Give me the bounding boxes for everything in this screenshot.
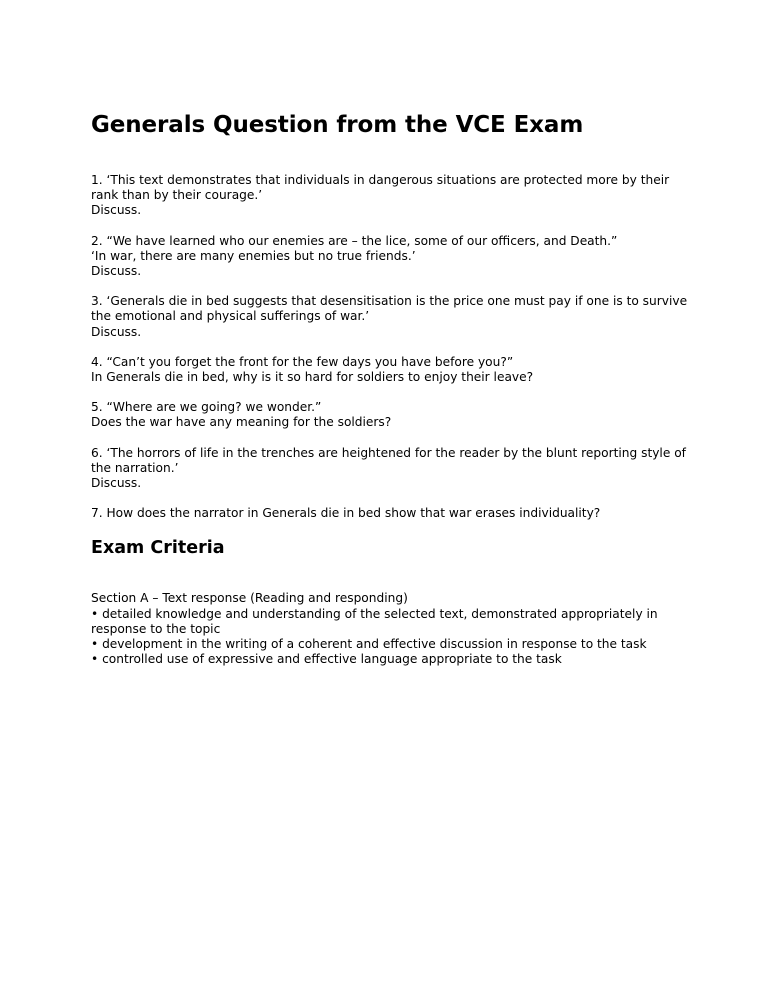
criteria-heading: Exam Criteria [91, 538, 225, 559]
question-item [91, 355, 691, 385]
question-text: 5. “Where are we going? we wonder.” [91, 400, 322, 415]
question-instruction: Discuss. [91, 476, 142, 491]
criteria-item: • development in the writing of a coherent and effective discussion in response to the task [91, 637, 647, 652]
criteria-list [91, 591, 691, 667]
criteria-section-label: Section A – Text response (Reading and responding) [91, 591, 408, 606]
question-text: Does the war have any meaning for the soldiers? [91, 415, 392, 430]
question-instruction: Discuss. [91, 324, 142, 339]
question-item [91, 446, 691, 492]
question-list [91, 173, 691, 521]
question-text: 4. “Can’t you forget the front for the few days you have before you?” [91, 354, 514, 369]
question-item [91, 234, 691, 280]
question-text: 2. “We have learned who our enemies are – the lice, some of our officers, and Death.” [91, 233, 618, 248]
question-text: 3. ‘Generals die in bed suggests that desensitisation is the price one must pay if one is to survive the emotional and physical sufferings of war.’ [91, 294, 688, 324]
document-page [91, 110, 691, 667]
question-instruction: Discuss. [91, 203, 142, 218]
question-instruction: Discuss. [91, 264, 142, 279]
question-text: 1. ‘This text demonstrates that individuals in dangerous situations are protected more by their rank than by their courage.’ [91, 173, 670, 203]
question-text: 7. How does the narrator in Generals die in bed show that war erases individuality? [91, 506, 601, 521]
question-item [91, 173, 691, 219]
page-title: Generals Question from the VCE Exam [91, 112, 584, 138]
question-text: In Generals die in bed, why is it so hard for soldiers to enjoy their leave? [91, 370, 534, 385]
question-item [91, 506, 691, 521]
question-item [91, 294, 691, 340]
question-text: 6. ‘The horrors of life in the trenches are heightened for the reader by the blunt reporting style of the narration.’ [91, 445, 686, 475]
criteria-item: • controlled use of expressive and effective language appropriate to the task [91, 652, 562, 667]
criteria-item: • detailed knowledge and understanding of the selected text, demonstrated appropriately in response to the topic [91, 606, 658, 636]
question-item [91, 400, 691, 430]
question-text: ‘In war, there are many enemies but no true friends.’ [91, 248, 416, 263]
